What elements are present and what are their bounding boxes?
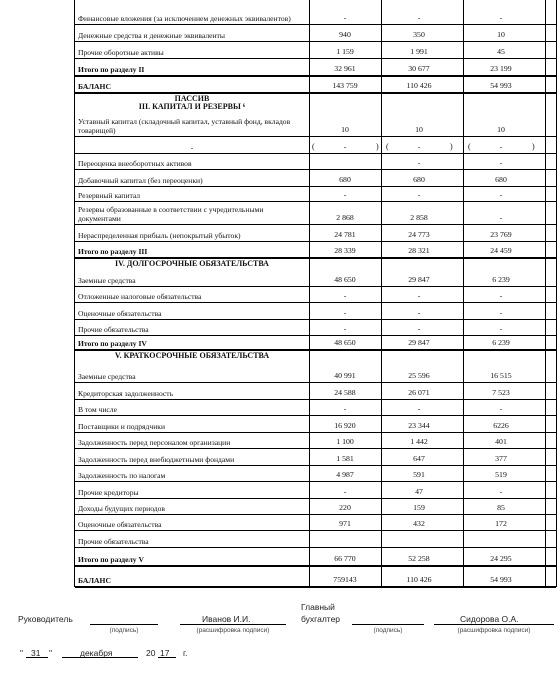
column-divider [381, 466, 382, 481]
value-cell: 2 868 [336, 213, 354, 222]
column-divider [463, 93, 464, 136]
column-divider [381, 137, 382, 153]
table-row [75, 154, 556, 170]
row-label: Резервы образованные в соответствии с учредительными документами [78, 205, 264, 223]
column-divider [545, 303, 546, 319]
table-row [75, 225, 556, 242]
column-divider [463, 242, 464, 257]
column-divider [381, 548, 382, 565]
section-heading: ПАССИВ [174, 94, 210, 103]
column-divider [463, 416, 464, 432]
value-cell: 48 650 [334, 275, 356, 284]
column-divider [463, 42, 464, 58]
value-cell: 40 991 [334, 371, 356, 380]
value-cell: 220 [339, 503, 351, 512]
table-row [75, 303, 556, 320]
table-row [75, 137, 556, 154]
column-divider [463, 202, 464, 224]
value-cell: 401 [495, 437, 507, 446]
value-cell: 24 588 [334, 388, 356, 397]
value-cell: - [343, 487, 347, 496]
head-signature-caption: (подпись) [109, 627, 139, 634]
value-cell: 432 [413, 519, 425, 528]
row-label: - [190, 143, 194, 152]
section-heading: III. КАПИТАЛ И РЕЗЕРВЫ ⁶ [138, 102, 246, 111]
table-row [75, 548, 556, 567]
column-divider [545, 566, 546, 586]
date-year-suffix: 17 [160, 648, 170, 658]
column-divider [381, 202, 382, 224]
value-cell: 47 [415, 487, 423, 496]
value-cell: 4 987 [336, 470, 354, 479]
row-label: Уставный капитал (складочный капитал, уставный фонд, вкладов товарищей) [78, 117, 291, 135]
column-divider [545, 383, 546, 399]
column-divider [463, 515, 464, 530]
value-cell: 519 [495, 470, 507, 479]
paren-open: ( [312, 142, 315, 151]
column-divider [545, 59, 546, 75]
table-row [75, 170, 556, 187]
value-cell: - [499, 404, 503, 413]
value-cell: 172 [495, 519, 507, 528]
value-cell: - [499, 291, 503, 300]
column-divider [463, 499, 464, 514]
row-label: Отложенные налоговые обязательства [78, 292, 202, 301]
column-divider [463, 548, 464, 565]
table-row [75, 416, 556, 433]
column-divider [545, 170, 546, 186]
value-cell: 591 [413, 470, 425, 479]
row-label: Прочие обязательства [78, 325, 149, 334]
column-divider [381, 383, 382, 399]
table-row [75, 42, 556, 59]
value-cell: 23 344 [408, 421, 430, 430]
table-row [75, 482, 556, 499]
value-cell: 2 858 [410, 213, 428, 222]
table-row [75, 287, 556, 303]
value-cell: 110 426 [406, 81, 432, 90]
row-label: Нераспределенная прибыль (непокрытый убыток) [78, 231, 241, 240]
table-row [75, 383, 556, 400]
column-divider [309, 531, 310, 547]
value-cell: 16 920 [334, 421, 356, 430]
table-row [75, 336, 556, 351]
column-divider [545, 287, 546, 302]
date-day-line [26, 657, 48, 658]
column-divider [463, 449, 464, 465]
value-cell: 680 [413, 175, 425, 184]
column-divider [545, 515, 546, 530]
value-cell: 29 847 [408, 275, 430, 284]
table-row [75, 0, 556, 25]
value-cell: - [499, 13, 503, 22]
value-cell: 143 759 [332, 81, 358, 90]
table-row [75, 499, 556, 515]
row-label: В том числе [78, 405, 117, 414]
column-divider [545, 93, 546, 136]
column-divider [463, 59, 464, 75]
value-cell: 28 321 [408, 246, 430, 255]
column-divider [463, 400, 464, 415]
date-quote-close: " [49, 648, 53, 658]
value-cell: 32 961 [334, 64, 356, 73]
column-divider [463, 482, 464, 498]
table-row [75, 258, 556, 287]
value-cell: 52 258 [408, 554, 430, 563]
value-cell: 6226 [493, 421, 509, 430]
column-divider [381, 170, 382, 186]
column-divider [381, 225, 382, 241]
value-cell: 680 [339, 175, 351, 184]
column-divider [463, 154, 464, 169]
value-cell: 25 596 [408, 371, 430, 380]
row-label: Итого по разделу II [78, 65, 145, 74]
value-cell: 971 [339, 519, 351, 528]
table-row [75, 242, 556, 259]
column-divider [381, 499, 382, 514]
column-divider [545, 482, 546, 498]
head-label: Руководитель [18, 614, 73, 624]
value-cell: 23 199 [490, 64, 512, 73]
table-row [75, 433, 556, 449]
paren-close: ) [450, 142, 453, 151]
value-cell: - [417, 158, 421, 167]
value-cell: - [417, 404, 421, 413]
table-row [75, 466, 556, 482]
column-divider [545, 336, 546, 349]
row-label: Оценочные обязательства [78, 309, 162, 318]
column-divider [463, 76, 464, 92]
row-label: Итого по разделу V [78, 555, 144, 564]
accountant-decode-line [434, 624, 554, 625]
paren-close: ) [376, 142, 379, 151]
value-cell: 1 581 [336, 454, 354, 463]
row-label: Переоценка внеоборотных активов [78, 159, 192, 168]
date-year-prefix: 20 [146, 648, 156, 658]
column-divider [381, 242, 382, 257]
value-cell: 85 [497, 503, 505, 512]
head-decode-line [180, 624, 286, 625]
accountant-label-2: бухгалтер [301, 614, 341, 624]
column-divider [463, 566, 464, 586]
column-divider [545, 499, 546, 514]
column-divider [381, 566, 382, 586]
value-cell: 1 159 [336, 47, 354, 56]
table-row [75, 93, 556, 137]
value-cell: - [343, 308, 347, 317]
value-cell: 1 991 [410, 47, 428, 56]
head-name: Иванов И.И. [202, 614, 251, 624]
head-signature-line [90, 624, 158, 625]
row-label: Оценочные обязательства [78, 520, 162, 529]
column-divider [381, 0, 382, 24]
value-cell: 54 993 [490, 81, 512, 90]
column-divider [381, 187, 382, 201]
row-label: БАЛАНС [78, 576, 111, 585]
value-cell: 23 769 [490, 230, 512, 239]
column-divider [545, 0, 546, 24]
column-divider [381, 350, 382, 382]
value-cell: 24 295 [490, 554, 512, 563]
value-cell: - [499, 190, 503, 199]
accountant-name: Сидорова О.А. [460, 614, 519, 624]
column-divider [463, 225, 464, 241]
column-divider [545, 548, 546, 565]
column-divider [545, 154, 546, 169]
column-divider [463, 350, 464, 382]
value-cell: 110 426 [406, 575, 432, 584]
value-cell: - [417, 142, 421, 151]
row-label: Итого по разделу III [78, 247, 148, 256]
table-row [75, 202, 556, 225]
value-cell: - [343, 291, 347, 300]
date-year-word: г. [183, 648, 188, 658]
column-divider [381, 287, 382, 302]
value-cell: 350 [413, 30, 425, 39]
column-divider [545, 400, 546, 415]
value-cell: 45 [497, 47, 505, 56]
date-month-line [62, 657, 138, 658]
column-divider [463, 383, 464, 399]
column-divider [545, 137, 546, 153]
row-label: Заемные средства [78, 372, 136, 381]
value-cell: - [343, 324, 347, 333]
column-divider [545, 320, 546, 335]
value-cell: 16 515 [490, 371, 512, 380]
value-cell: 26 071 [408, 388, 430, 397]
value-cell: 6 239 [492, 275, 510, 284]
accountant-signature-caption: (подпись) [373, 627, 403, 634]
table-row [75, 187, 556, 202]
column-divider [463, 187, 464, 201]
table-row [75, 515, 556, 531]
column-divider [463, 320, 464, 335]
balance-sheet-table [74, 0, 557, 587]
column-divider [381, 258, 382, 286]
section-heading: V. КРАТКОСРОЧНЫЕ ОБЯЗАТЕЛЬСТВА [114, 351, 270, 360]
date-year-line [158, 657, 176, 658]
row-label: Прочие обязательства [78, 537, 149, 546]
value-cell: 66 770 [334, 554, 356, 563]
head-decode-caption: (расшифровка подписи) [196, 627, 270, 634]
date-day: 31 [31, 648, 41, 658]
value-cell: - [417, 190, 421, 199]
value-cell: - [343, 142, 347, 151]
value-cell: 159 [413, 503, 425, 512]
column-divider [381, 416, 382, 432]
row-label: Кредиторская задолженность [78, 389, 174, 398]
table-row [75, 566, 556, 588]
table-row [75, 531, 556, 548]
value-cell: - [417, 324, 421, 333]
column-divider [545, 76, 546, 92]
value-cell: 30 677 [408, 64, 430, 73]
column-divider [381, 154, 382, 169]
column-divider [545, 258, 546, 286]
column-divider [381, 531, 382, 547]
table-row [75, 449, 556, 466]
column-divider [463, 258, 464, 286]
column-divider [545, 187, 546, 201]
row-label: Резервный капитал [78, 191, 141, 200]
column-divider [381, 320, 382, 335]
column-divider [463, 336, 464, 349]
value-cell: 1 100 [336, 437, 354, 446]
column-divider [545, 242, 546, 257]
column-divider [545, 466, 546, 481]
value-cell: 680 [495, 175, 507, 184]
accountant-signature-line [352, 624, 424, 625]
value-cell: - [499, 324, 503, 333]
column-divider [381, 42, 382, 58]
value-cell: 28 339 [334, 246, 356, 255]
paren-close: ) [532, 142, 535, 151]
column-divider [381, 76, 382, 92]
row-label: Задолженность перед персоналом организации [78, 438, 231, 447]
column-divider [381, 400, 382, 415]
paren-open: ( [468, 142, 471, 151]
value-cell: 10 [497, 125, 505, 134]
value-cell: 54 993 [490, 575, 512, 584]
value-cell: 10 [497, 30, 505, 39]
row-label: Прочие оборотные активы [78, 48, 164, 57]
value-cell: 24 459 [490, 246, 512, 255]
value-cell: 10 [415, 125, 423, 134]
column-divider [381, 59, 382, 75]
row-label: БАЛАНС [78, 82, 111, 91]
accountant-decode-caption: (расшифровка подписи) [457, 627, 531, 634]
value-cell: - [417, 291, 421, 300]
column-divider [463, 287, 464, 302]
value-cell: - [499, 487, 503, 496]
column-divider [381, 93, 382, 136]
value-cell: - [499, 308, 503, 317]
column-divider [381, 25, 382, 41]
value-cell: 6 239 [492, 338, 510, 347]
column-divider [381, 336, 382, 349]
column-divider [381, 515, 382, 530]
column-divider [463, 25, 464, 41]
paren-open: ( [386, 142, 389, 151]
column-divider [381, 449, 382, 465]
value-cell: 940 [339, 30, 351, 39]
column-divider [463, 466, 464, 481]
column-divider [463, 303, 464, 319]
column-divider [381, 303, 382, 319]
value-cell: 759143 [333, 575, 357, 584]
row-label: Задолженность перед внебюджетными фондами [78, 455, 235, 464]
value-cell: - [343, 13, 347, 22]
column-divider [463, 0, 464, 24]
column-divider [545, 433, 546, 448]
column-divider [463, 170, 464, 186]
row-label: Доходы будущих периодов [78, 504, 166, 513]
row-label: Задолженность по налогам [78, 471, 166, 480]
value-cell: - [499, 213, 503, 222]
date-month: декабря [80, 648, 113, 658]
row-label: Заемные средства [78, 276, 136, 285]
date-quote-open: " [20, 648, 24, 658]
signature-block [0, 596, 560, 678]
row-label: Поставщики и подрядчики [78, 422, 166, 431]
value-cell: 24 773 [408, 230, 430, 239]
column-divider [545, 25, 546, 41]
column-divider [463, 137, 464, 153]
column-divider [545, 416, 546, 432]
column-divider [545, 350, 546, 382]
column-divider [545, 531, 546, 547]
row-label: Добавочный капитал (без переоценки) [78, 176, 203, 185]
row-label: Итого по разделу IV [78, 339, 147, 348]
table-row [75, 76, 556, 94]
value-cell: - [417, 13, 421, 22]
table-row [75, 350, 556, 383]
value-cell: - [499, 142, 503, 151]
section-heading: IV. ДОЛГОСРОЧНЫЕ ОБЯЗАТЕЛЬСТВА [115, 259, 269, 268]
value-cell: 24 781 [334, 230, 356, 239]
value-cell: 647 [413, 454, 425, 463]
row-label: Денежные средства и денежные эквиваленты [78, 31, 225, 40]
column-divider [545, 449, 546, 465]
column-divider [463, 531, 464, 547]
table-row [75, 320, 556, 336]
value-cell: - [343, 404, 347, 413]
table-row [75, 59, 556, 77]
column-divider [381, 482, 382, 498]
column-divider [545, 202, 546, 224]
column-divider [381, 433, 382, 448]
row-label: Прочие кредиторы [78, 488, 139, 497]
table-row [75, 400, 556, 416]
value-cell: 377 [495, 454, 507, 463]
value-cell: 29 847 [408, 338, 430, 347]
accountant-label-1: Главный [301, 602, 335, 612]
value-cell: 10 [341, 125, 349, 134]
column-divider [309, 154, 310, 169]
value-cell: 1 442 [410, 437, 428, 446]
column-divider [545, 42, 546, 58]
column-divider [545, 225, 546, 241]
row-label: Финансовые вложения (за исключением денежных эквивалентов) [78, 14, 291, 23]
column-divider [463, 433, 464, 448]
value-cell: - [417, 308, 421, 317]
value-cell: - [499, 158, 503, 167]
value-cell: - [343, 190, 347, 199]
value-cell: 7 523 [492, 388, 510, 397]
table-row [75, 25, 556, 42]
value-cell: 48 650 [334, 338, 356, 347]
